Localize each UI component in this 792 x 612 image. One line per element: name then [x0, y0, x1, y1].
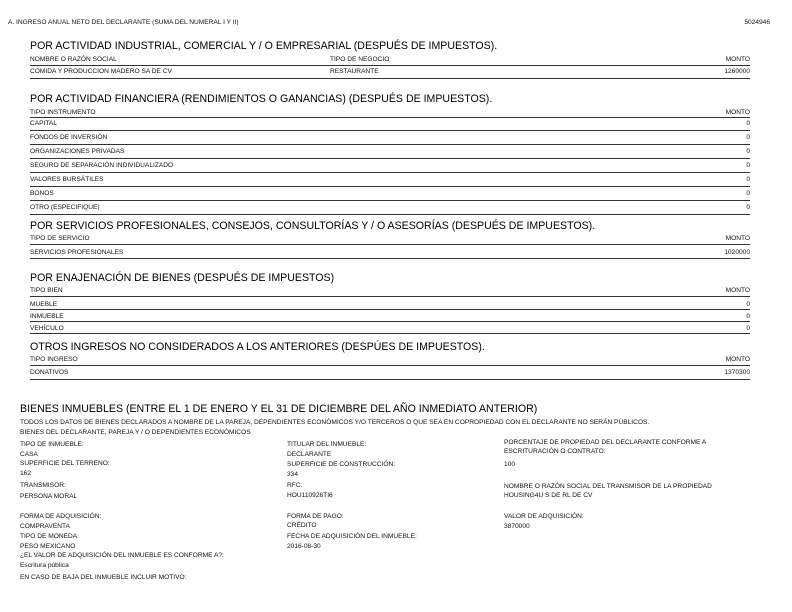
enajenacion-row-amount: 0 [746, 301, 750, 308]
fecha-value: 2016-08-30 [287, 543, 321, 550]
financiera-row-amount: 0 [746, 148, 750, 155]
enajenacion-row-label: VEHÍCULO [30, 325, 64, 332]
divider [30, 244, 750, 245]
nombre-transmisor-label: NOMBRE O RAZÓN SOCIAL DEL TRANSMISOR DE LA PROPIEDAD [504, 483, 712, 490]
rfc-label: RFC: [287, 482, 303, 489]
financiera-row [30, 145, 750, 159]
transmisor-label: TRANSMISOR: [20, 482, 66, 489]
inmuebles-notice: TODOS LOS DATOS DE BIENES DECLARADOS A NOMBRE DE LA PAREJA, DEPENDIENTES ECONÓMICOS Y/O TERCEROS O QUE SEA EN COPROPIEDAD CON EL DECLARANTE NO SERÁN PÚBLICOS. [20, 419, 650, 426]
forma-adquisicion-value: COMPRAVENTA [20, 523, 70, 530]
otros-col-type: TIPO INGRESO [30, 356, 78, 363]
forma-adquisicion-label: FORMA DE ADQUISICIÓN: [20, 513, 102, 520]
nombre-transmisor-value: HOUSING4U S DE RL DE CV [504, 492, 593, 499]
transmisor-value: PERSONA MORAL [20, 493, 78, 500]
enajenacion-col-type: TIPO BIEN [30, 287, 63, 294]
financiera-row [30, 187, 750, 201]
financiera-row-label: VALORES BURSÁTILES [30, 176, 104, 183]
enajenacion-row-amount: 0 [746, 313, 750, 320]
financiera-row [30, 117, 750, 131]
divider [30, 214, 750, 215]
section-title: A. INGRESO ANUAL NETO DEL DECLARANTE (SUMA DEL NUMERAL I Y II) [8, 19, 239, 26]
rfc-value: HOU110926TI6 [287, 492, 333, 499]
enajenacion-row [30, 322, 750, 334]
fecha-label: FECHA DE ADQUISICIÓN DEL INMUEBLE: [287, 533, 417, 540]
financiera-col-type: TIPO INSTRUMENTO [30, 109, 96, 116]
financiera-heading: POR ACTIVIDAD FINANCIERA (RENDIMIENTOS O GANANCIAS) (DESPUÉS DE IMPUESTOS). [30, 93, 493, 105]
industrial-heading: POR ACTIVIDAD INDUSTRIAL, COMERCIAL Y / O EMPRESARIAL (DESPUÉS DE IMPUESTOS). [30, 40, 498, 52]
enajenacion-heading: POR ENAJENACIÓN DE BIENES (DESPUÉS DE IMPUESTOS) [30, 272, 335, 284]
financiera-row-amount: 0 [746, 162, 750, 169]
conforme-label: ¿EL VALOR DE ADQUISICIÓN DEL INMUEBLE ES CONFORME A?: [20, 552, 224, 559]
financiera-row-label: SEGURO DE SEPARACIÓN INDIVIDUALIZADO [30, 162, 174, 169]
terreno-label: SUPERFICIE DEL TERRENO: [20, 460, 110, 467]
divider [30, 258, 750, 259]
financiera-row-label: CAPITAL [30, 120, 57, 127]
document-id: 5024946 [744, 19, 770, 26]
divider [30, 78, 750, 79]
financiera-row-label: BONOS [30, 190, 54, 197]
inmuebles-heading: BIENES INMUEBLES (ENTRE EL 1 DE ENERO Y EL 31 DE DICIEMBRE DEL AÑO INMEDIATO ANTERIOR) [20, 403, 538, 415]
enajenacion-row [30, 298, 750, 310]
financiera-row-amount: 0 [746, 134, 750, 141]
financiera-col-amount: MONTO [725, 109, 750, 116]
valor-adquisicion-label: VALOR DE ADQUISICIÓN: [504, 513, 584, 520]
industrial-row-amount: 1260000 [724, 68, 750, 75]
otros-heading: OTROS INGRESOS NO CONSIDERADOS A LOS ANTERIORES (DESPÚES DE IMPUESTOS). [30, 341, 485, 353]
financiera-row [30, 131, 750, 145]
construccion-value: 334 [287, 471, 299, 478]
divider [30, 296, 750, 297]
industrial-col-amount: MONTO [725, 56, 750, 63]
enajenacion-col-amount: MONTO [725, 287, 750, 294]
financiera-row-amount: 0 [746, 190, 750, 197]
financiera-row-amount: 0 [746, 176, 750, 183]
financiera-row [30, 201, 750, 215]
industrial-row-name: COMIDA Y PRODUCCION MADERO SA DE CV [30, 68, 172, 75]
titular-label: TITULAR DEL INMUEBLE: [287, 441, 367, 448]
terreno-value: 162 [20, 470, 32, 477]
porcentaje-label: PORCENTAJE DE PROPIEDAD DEL DECLARANTE CONFORME A [504, 439, 707, 446]
tipo-inmueble-value: CASA [20, 451, 38, 458]
moneda-label: TIPO DE MONEDA: [20, 533, 79, 540]
divider [30, 65, 750, 66]
divider [30, 333, 750, 334]
servicios-col-amount: MONTO [725, 235, 750, 242]
divider [30, 365, 750, 366]
enajenacion-row-label: INMUEBLE [30, 313, 64, 320]
tipo-inmueble-label: TIPO DE INMUEBLE: [20, 441, 84, 448]
otros-col-amount: MONTO [725, 356, 750, 363]
financiera-row-amount: 0 [746, 120, 750, 127]
otros-row-amount: 1370300 [724, 369, 750, 376]
financiera-row-label: ORGANIZACIONES PRIVADAS [30, 148, 125, 155]
valor-adquisicion-value: 3870000 [504, 523, 530, 530]
moneda-value: PESO MEXICANO [20, 543, 76, 550]
industrial-col-name: NOMBRE O RAZÓN SOCIAL [30, 56, 117, 63]
construccion-label: SUPERFICIE DE CONSTRUCCIÓN: [287, 461, 396, 468]
enajenacion-row-amount: 0 [746, 325, 750, 332]
enajenacion-row [30, 310, 750, 322]
forma-pago-label: FORMA DE PAGO: [287, 513, 344, 520]
industrial-row-type: RESTAURANTE [330, 68, 379, 75]
enajenacion-row-label: MUEBLE [30, 301, 58, 308]
porcentaje-label-cont: ESCRITURACIÓN O CONTRATO: [504, 448, 606, 455]
financiera-row [30, 159, 750, 173]
divider [30, 379, 750, 380]
titular-value: DECLARANTE [287, 451, 332, 458]
financiera-row-label: OTRO (ESPECIFIQUE) [30, 204, 100, 211]
servicios-row-amount: 1020000 [724, 249, 750, 256]
forma-pago-value: CRÉDITO [287, 522, 317, 529]
financiera-row-amount: 0 [746, 204, 750, 211]
servicios-row-label: SERVICIOS PROFESIONALES [30, 249, 124, 256]
industrial-col-type: TIPO DE NEGOCIO [330, 56, 390, 63]
porcentaje-value: 100 [504, 461, 516, 468]
financiera-row [30, 173, 750, 187]
baja-label: EN CASO DE BAJA DEL INMUEBLE INCLUIR MOTIVO: [20, 574, 187, 581]
inmuebles-subtitle: BIENES DEL DECLARANTE, PAREJA Y / O DEPENDIENTES ECONÓMICOS [20, 429, 251, 436]
servicios-heading: POR SERVICIOS PROFESIONALES, CONSEJOS, CONSULTORÍAS Y / O ASESORÍAS (DESPUÉS DE IMPUESTOS). [30, 220, 596, 232]
otros-row-label: DONATIVOS [30, 369, 69, 376]
conforme-value: Escritura pública [20, 562, 69, 569]
financiera-row-label: FONDOS DE INVERSIÓN [30, 134, 108, 141]
servicios-col-type: TIPO DE SERVICIO [30, 235, 90, 242]
